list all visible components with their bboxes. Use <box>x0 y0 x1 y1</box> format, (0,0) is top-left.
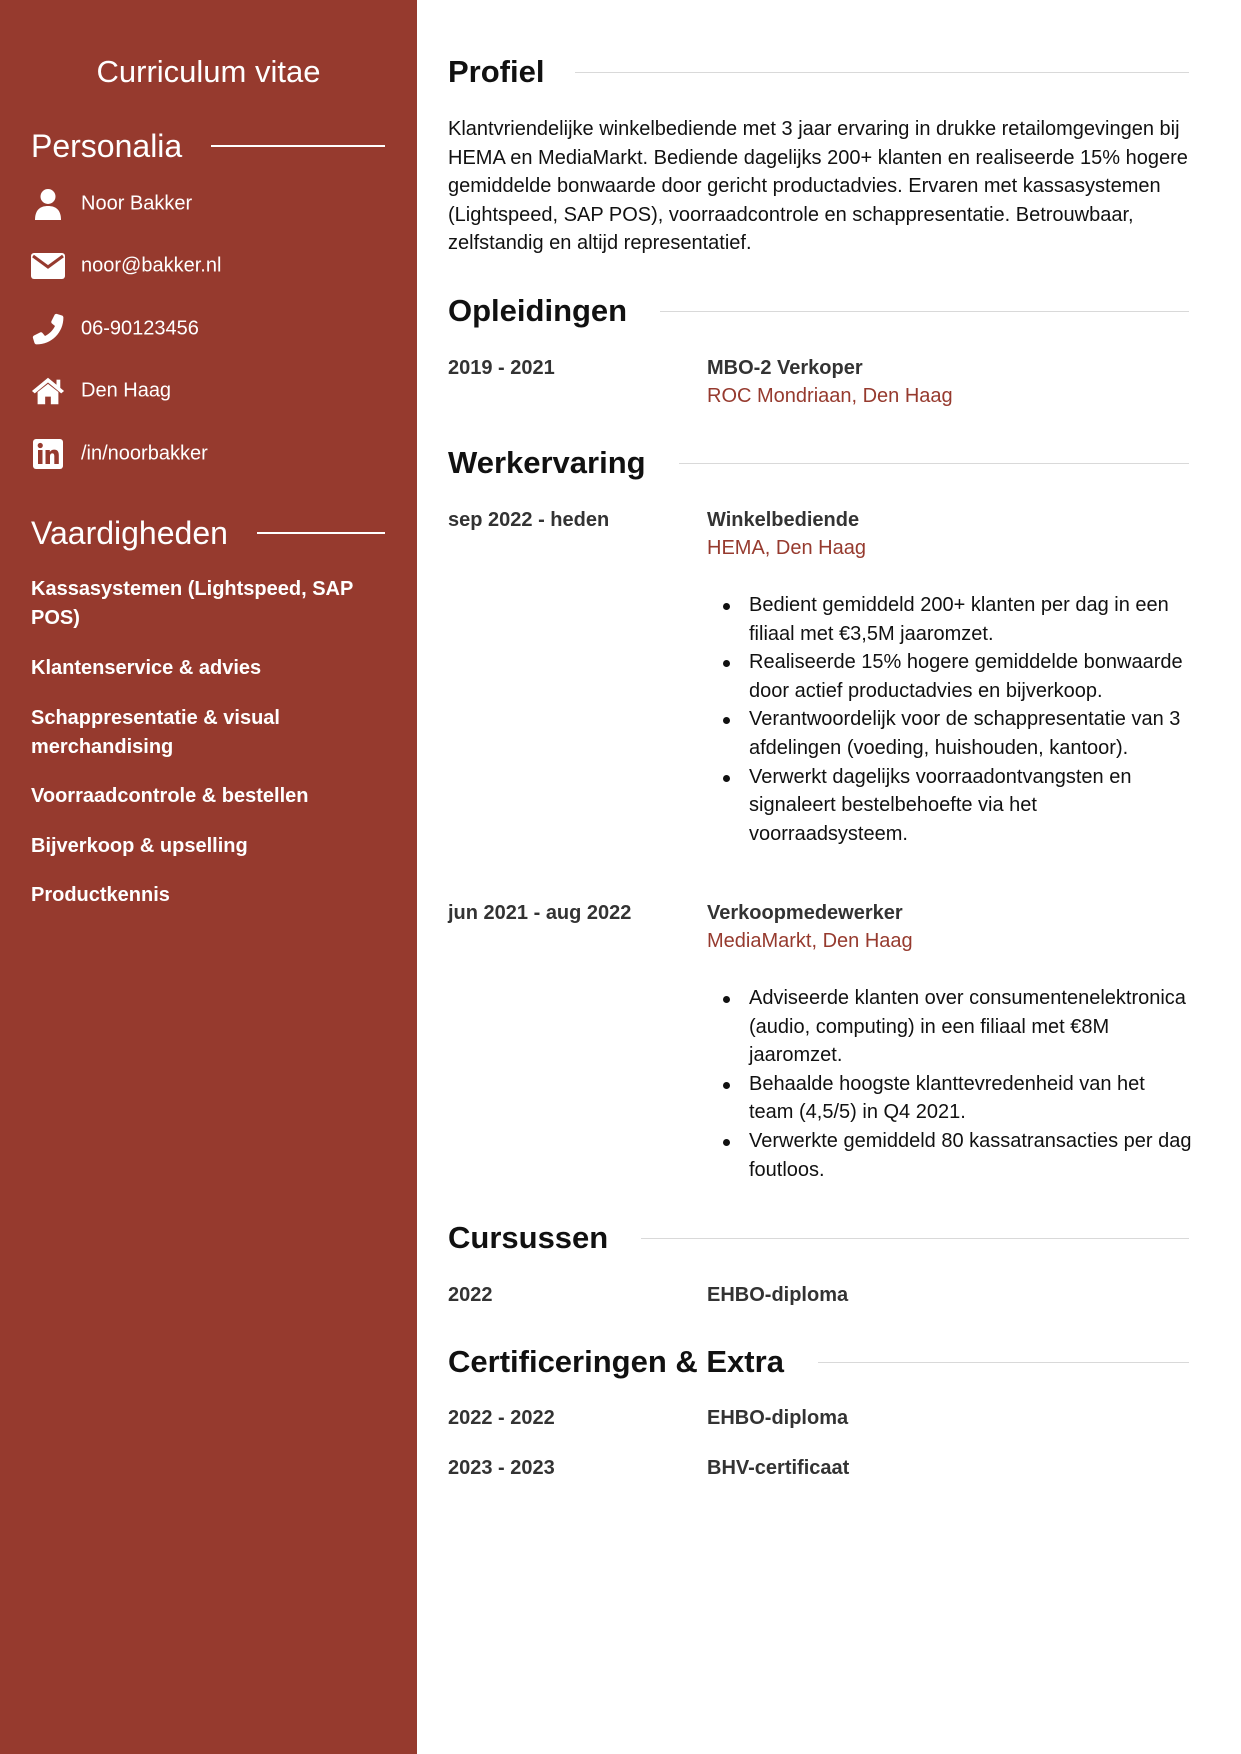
contact-location <box>31 371 172 411</box>
education-heading: Opleidingen <box>448 293 628 328</box>
bullet-item: Verwerkt dagelijks voorraadontvangsten en signaleert bestelbehoefte via het voorraadsysteem. <box>707 763 1193 849</box>
home-icon <box>31 374 65 408</box>
bullet-item: Bedient gemiddeld 200+ klanten per dag in een filiaal met €3,5M jaaromzet. <box>707 591 1193 648</box>
skill-item: Schappresentatie & visual merchandising <box>31 707 280 758</box>
skills-divider <box>257 532 385 534</box>
courses-heading: Cursussen <box>448 1220 609 1255</box>
contact-location-value: Den Haag <box>81 379 172 402</box>
education-institution: ROC Mondriaan, Den Haag <box>707 385 953 407</box>
education-date: 2019 - 2021 <box>448 357 555 379</box>
experience-date: sep 2022 - heden <box>448 509 610 531</box>
envelope-icon <box>31 249 65 283</box>
course-title: EHBO-diploma <box>707 1284 849 1306</box>
personalia-heading: Personalia <box>31 128 183 164</box>
experience-bullets <box>707 984 1193 1184</box>
experience-bullets <box>707 591 1193 848</box>
contact-linkedin-value[interactable]: /in/noorbakker <box>81 442 208 465</box>
courses-divider <box>641 1238 1189 1239</box>
linkedin-icon <box>31 437 65 471</box>
certification-title: EHBO-diploma <box>707 1407 849 1429</box>
education-divider <box>660 311 1189 312</box>
profile-heading: Profiel <box>448 54 545 89</box>
certification-title: BHV-certificaat <box>707 1457 850 1479</box>
contact-name <box>31 184 193 224</box>
person-icon <box>31 187 65 221</box>
sidebar <box>0 0 417 1754</box>
profile-summary: Klantvriendelijke winkelbediende met 3 jaar ervaring in drukke retailomgevingen bij HEMA en MediaMarkt. Bediende dagelijks 200+ klanten en realiseerde 15% hogere gemiddelde bonwaarde door gericht productadvies. Ervaren met kassasystemen (Lightspeed, SAP POS), voorraadcontrole en schappresentatie. Betrouwbaar, zelfstandig en altijd representatief. <box>448 118 1188 255</box>
contact-email-value[interactable]: noor@bakker.nl <box>81 254 222 277</box>
contact-phone[interactable] <box>31 309 199 349</box>
certifications-heading: Certificeringen & Extra <box>448 1344 784 1379</box>
certification-date: 2023 - 2023 <box>448 1457 555 1479</box>
personalia-divider <box>211 145 385 147</box>
bullet-item: Behaalde hoogste klanttevredenheid van het team (4,5/5) in Q4 2021. <box>707 1070 1193 1127</box>
bullet-item: Adviseerde klanten over consumentenelektronica (audio, computing) in een filiaal met €8M jaaromzet. <box>707 984 1193 1070</box>
skill-item: Voorraadcontrole & bestellen <box>31 785 309 807</box>
bullet-item: Realiseerde 15% hogere gemiddelde bonwaarde door actief productadvies en bijverkoop. <box>707 648 1193 705</box>
profile-divider <box>575 72 1189 73</box>
certifications-divider <box>818 1362 1189 1363</box>
experience-divider <box>679 463 1189 464</box>
document-title: Curriculum vitae <box>96 54 321 89</box>
experience-heading: Werkervaring <box>448 445 646 480</box>
experience-employer: HEMA, Den Haag <box>707 537 866 559</box>
bullet-item: Verwerkte gemiddeld 80 kassatransacties per dag foutloos. <box>707 1127 1193 1184</box>
experience-date: jun 2021 - aug 2022 <box>448 902 632 924</box>
bullet-item: Verantwoordelijk voor de schappresentatie van 3 afdelingen (voeding, huishouden, kantoor). <box>707 705 1193 762</box>
contact-linkedin[interactable] <box>31 434 208 474</box>
experience-title: Verkoopmedewerker <box>707 902 903 924</box>
experience-employer: MediaMarkt, Den Haag <box>707 930 913 952</box>
skill-item: Bijverkoop & upselling <box>31 835 248 857</box>
contact-name-value: Noor Bakker <box>81 192 193 215</box>
experience-title: Winkelbediende <box>707 509 860 531</box>
skill-item: Kassasystemen (Lightspeed, SAP POS) <box>31 578 353 629</box>
certification-date: 2022 - 2022 <box>448 1407 555 1429</box>
skill-item: Productkennis <box>31 884 170 906</box>
skills-heading: Vaardigheden <box>31 515 228 551</box>
skill-item: Klantenservice & advies <box>31 657 262 679</box>
education-title: MBO-2 Verkoper <box>707 357 863 379</box>
contact-email[interactable] <box>31 246 222 286</box>
phone-icon <box>31 312 65 346</box>
contact-phone-value[interactable]: 06-90123456 <box>81 317 199 340</box>
course-date: 2022 <box>448 1284 493 1306</box>
